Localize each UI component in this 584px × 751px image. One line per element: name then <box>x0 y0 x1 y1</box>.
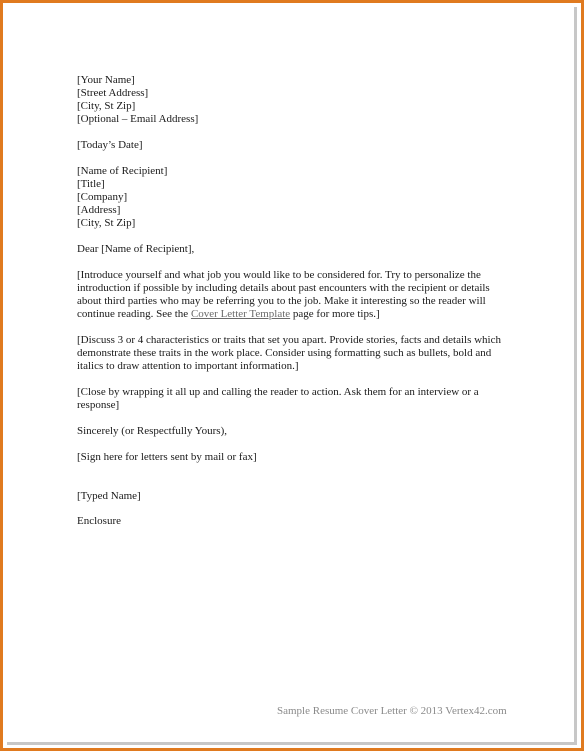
paragraph-line: [Discuss 3 or 4 characteristics or traits that set you apart. Provide stories, facts and details which <box>77 334 501 346</box>
letter-page <box>7 7 577 745</box>
recipient-title: [Title] <box>77 178 105 190</box>
recipient-city: [City, St Zip] <box>77 217 136 229</box>
paragraph-line: demonstrate these traits in the work place. Consider using formatting such as bullets, bold and <box>77 347 492 359</box>
paragraph-line: about third parties who may be referring you to the job. Make it interesting so the reader will <box>77 295 486 307</box>
paragraph-line: introduction if possible by including details about past encounters with the recipient or details <box>77 282 490 294</box>
letter-date: [Today’s Date] <box>77 139 143 151</box>
recipient-name: [Name of Recipient] <box>77 165 168 177</box>
cover-letter-body <box>77 74 527 528</box>
salutation: Dear [Name of Recipient], <box>77 243 195 255</box>
sender-address-block <box>77 74 527 126</box>
sender-email: [Optional – Email Address] <box>77 113 199 125</box>
recipient-address: [Address] <box>77 204 121 216</box>
recipient-address-block <box>77 165 527 230</box>
sender-name: [Your Name] <box>77 74 135 86</box>
signature-placeholder: [Sign here for letters sent by mail or fax] <box>77 451 257 463</box>
introduction-paragraph <box>77 269 527 321</box>
paragraph-line: [Introduce yourself and what job you would like to be considered for. Try to personalize the <box>77 269 481 281</box>
complimentary-close: Sincerely (or Respectfully Yours), <box>77 425 228 437</box>
typed-name: [Typed Name] <box>77 490 141 502</box>
paragraph-line: italics to draw attention to important information.] <box>77 360 299 372</box>
sender-city: [City, St Zip] <box>77 100 136 112</box>
paragraph-line: [Close by wrapping it all up and calling the reader to action. Ask them for an interview or a <box>77 386 479 398</box>
cover-letter-template-link[interactable]: Cover Letter Template <box>190 308 291 320</box>
paragraph-text: continue reading. See the <box>77 308 191 320</box>
sender-street: [Street Address] <box>77 87 149 99</box>
closing-paragraph <box>77 386 527 412</box>
enclosure-note: Enclosure <box>77 515 121 527</box>
paragraph-line: response] <box>77 399 120 411</box>
page-footer: Sample Resume Cover Letter © 2013 Vertex42.com <box>277 705 507 717</box>
recipient-company: [Company] <box>77 191 128 203</box>
traits-paragraph <box>77 334 527 373</box>
paragraph-line <box>77 308 527 321</box>
paragraph-text: page for more tips.] <box>290 308 380 320</box>
